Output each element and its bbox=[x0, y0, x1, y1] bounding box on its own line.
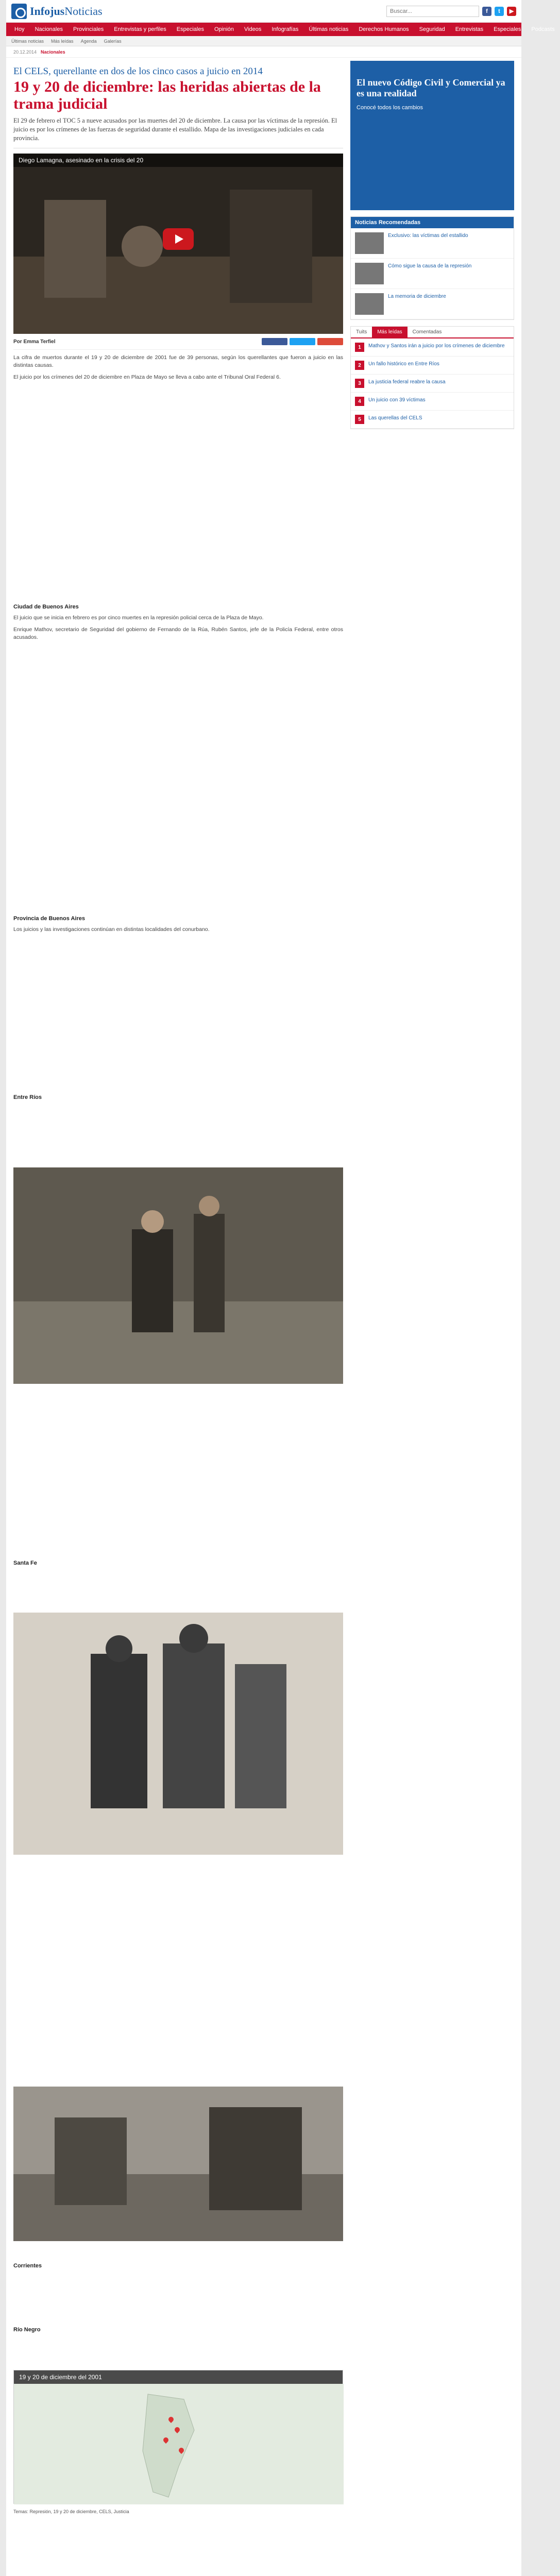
most-read-text: Un juicio con 39 víctimas bbox=[368, 397, 426, 403]
search-input[interactable] bbox=[386, 6, 479, 17]
site-logo[interactable] bbox=[11, 4, 103, 19]
section-heading: Entre Ríos bbox=[13, 1094, 42, 1100]
article-photo bbox=[13, 2087, 343, 2241]
twitter-icon[interactable]: t bbox=[495, 7, 504, 16]
nav-item[interactable]: Derechos Humanos bbox=[359, 26, 409, 32]
sidebar-tab[interactable]: Tuits bbox=[356, 329, 367, 335]
most-read-text: La justicia federal reabre la causa bbox=[368, 379, 446, 385]
article-meta bbox=[6, 46, 521, 58]
body-text-block bbox=[13, 381, 343, 598]
youtube-icon[interactable]: ▶ bbox=[507, 7, 516, 16]
recommended-text: Cómo sigue la causa de la represión bbox=[388, 263, 472, 269]
nav-item[interactable]: Últimas noticias bbox=[309, 26, 349, 32]
logo-main: Infojus bbox=[30, 4, 65, 18]
map-canvas bbox=[14, 2384, 344, 2504]
photo-street bbox=[13, 2087, 343, 2241]
photo-crowd bbox=[13, 1167, 343, 1384]
rank-number: 2 bbox=[355, 361, 364, 370]
most-read-text: Las querellas del CELS bbox=[368, 415, 422, 421]
section-heading: Provincia de Buenos Aires bbox=[13, 916, 85, 922]
social-tabs-box bbox=[350, 326, 514, 429]
paragraph: El juicio por los crímenes del 20 de diciembre en Plaza de Mayo se lleva a cabo ante el Tribunal Oral Federal 6. bbox=[13, 374, 281, 380]
sidebar-tab[interactable]: Comentadas bbox=[412, 329, 442, 335]
article-body bbox=[13, 354, 343, 2364]
article-date: 20.12.2014 bbox=[13, 49, 37, 55]
codigo-civil-ad[interactable] bbox=[350, 61, 514, 210]
video-title: Diego Lamagna, asesinado en la crisis del 20 bbox=[13, 154, 343, 167]
recommended-text: La memoria de diciembre bbox=[388, 294, 446, 299]
nav-item[interactable]: Videos bbox=[244, 26, 262, 32]
rank-number: 3 bbox=[355, 379, 364, 388]
sub-nav bbox=[6, 36, 521, 46]
body-text-block bbox=[13, 641, 343, 909]
share-facebook-button[interactable] bbox=[262, 338, 287, 345]
article-title: 19 y 20 de diciembre: las heridas abiertas de la trama judicial bbox=[13, 78, 321, 112]
ad-title: El nuevo Código Civil y Comercial ya es una realidad bbox=[357, 77, 505, 98]
subnav-item[interactable]: Galerías bbox=[104, 38, 122, 44]
nav-item[interactable]: Nacionales bbox=[35, 26, 63, 32]
most-read-item[interactable] bbox=[351, 393, 514, 411]
map-title: 19 y 20 de diciembre del 2001 bbox=[14, 2370, 343, 2384]
main-column bbox=[13, 61, 343, 2514]
nav-item[interactable]: Entrevistas bbox=[455, 26, 484, 32]
body-text-block bbox=[13, 2269, 343, 2320]
subnav-item[interactable]: Últimas noticias bbox=[11, 38, 44, 44]
most-read-text: Mathov y Santos irán a juicio por los crímenes de diciembre bbox=[368, 343, 505, 349]
rank-number: 1 bbox=[355, 343, 364, 352]
article-lead: El 29 de febrero el TOC 5 a nueve acusados por las muertes del 20 de diciembre. La causa por las víctimas de la represión. El juicio es por los crímenes de las fuerzas de seguridad durante el estallido. Mapa de las investigaciones judiciales en cada provincia. bbox=[13, 116, 343, 148]
most-read-item[interactable] bbox=[351, 411, 514, 429]
paragraph: La cifra de muertos durante el 19 y 20 de diciembre de 2001 fue de 39 personas, según los querellantes que fueron a juicio en las distintas causas. bbox=[13, 354, 343, 368]
facebook-icon[interactable]: f bbox=[482, 7, 491, 16]
share-buttons bbox=[262, 338, 343, 345]
body-text-block bbox=[13, 1100, 343, 1162]
section-heading: Santa Fe bbox=[13, 1560, 37, 1566]
share-google-button[interactable] bbox=[317, 338, 343, 345]
section-heading: Río Negro bbox=[13, 2327, 41, 2333]
search-area bbox=[386, 6, 516, 17]
most-read-item[interactable] bbox=[351, 338, 514, 357]
recommended-title: Noticias Recomendadas bbox=[351, 217, 514, 228]
sidebar bbox=[350, 61, 514, 435]
victims-map[interactable] bbox=[13, 2370, 343, 2504]
nav-item[interactable]: Especiales bbox=[494, 26, 521, 32]
news-page bbox=[6, 0, 555, 2576]
article-kicker: El CELS, querellante en dos de los cinco casos a juicio en 2014 bbox=[13, 66, 263, 77]
most-read-item[interactable] bbox=[351, 375, 514, 393]
body-text-block bbox=[13, 934, 343, 1088]
recommended-thumb bbox=[355, 232, 384, 254]
logo-mark-icon bbox=[11, 4, 27, 19]
logo-sub: Noticias bbox=[64, 4, 103, 18]
body-text-block bbox=[13, 2241, 343, 2257]
nav-item[interactable]: Especiales bbox=[176, 26, 204, 32]
nav-item[interactable]: Podcasts bbox=[531, 26, 555, 32]
section-heading: Ciudad de Buenos Aires bbox=[13, 604, 79, 610]
section-heading: Corrientes bbox=[13, 2263, 42, 2269]
subnav-item[interactable]: Más leídas bbox=[51, 38, 74, 44]
article-tags: Temas: Represión, 19 y 20 de diciembre, CELS, Justicia bbox=[13, 2509, 129, 2514]
body-text-block bbox=[13, 1566, 343, 1607]
article-section[interactable]: Nacionales bbox=[41, 49, 65, 55]
article-photo bbox=[13, 1167, 343, 1384]
share-twitter-button[interactable] bbox=[290, 338, 315, 345]
subnav-item[interactable]: Agenda bbox=[80, 38, 97, 44]
main-nav bbox=[6, 23, 555, 36]
rank-number: 5 bbox=[355, 415, 364, 424]
nav-item[interactable]: Provinciales bbox=[73, 26, 104, 32]
body-text-block bbox=[13, 2333, 343, 2364]
paragraph: El juicio que se inicia en febrero es por cinco muertes en la represión policial cerca de la Plaza de Mayo. bbox=[13, 615, 264, 621]
photo-police bbox=[13, 1613, 343, 1855]
nav-item[interactable]: Seguridad bbox=[419, 26, 445, 32]
article-photo bbox=[13, 1613, 343, 1855]
recommended-item[interactable] bbox=[351, 259, 514, 289]
nav-item[interactable]: Hoy bbox=[14, 26, 25, 32]
ad-subtitle: Conocé todos los cambios bbox=[357, 105, 423, 111]
author-bar bbox=[13, 334, 343, 350]
recommended-text: Exclusivo: las víctimas del estallido bbox=[388, 233, 468, 239]
play-icon[interactable] bbox=[163, 228, 194, 250]
paragraph: Los juicios y las investigaciones continúan en distintas localidades del conurbano. bbox=[13, 926, 210, 933]
sidebar-tab[interactable]: Más leídas bbox=[372, 327, 407, 337]
nav-item[interactable]: Infografías bbox=[271, 26, 299, 32]
body-text-block bbox=[13, 1384, 343, 1554]
paragraph: Enrique Mathov, secretario de Seguridad del gobierno de Fernando de la Rúa, Rubén Santos, jefe de la Policía Federal, entre otros acusados. bbox=[13, 626, 343, 640]
recommended-item[interactable] bbox=[351, 228, 514, 259]
author-name: Por Emma Terfiel bbox=[13, 338, 56, 345]
recommended-thumb bbox=[355, 293, 384, 315]
most-read-item[interactable] bbox=[351, 357, 514, 375]
top-bar bbox=[6, 0, 521, 23]
sidebar-tabs bbox=[351, 327, 514, 338]
nav-item[interactable]: Entrevistas y perfiles bbox=[114, 26, 166, 32]
recommended-item[interactable] bbox=[351, 289, 514, 319]
recommended-thumb bbox=[355, 263, 384, 284]
video-player[interactable] bbox=[13, 154, 343, 334]
most-read-text: Un fallo histórico en Entre Ríos bbox=[368, 361, 439, 367]
rank-number: 4 bbox=[355, 397, 364, 406]
body-text-block bbox=[13, 1855, 343, 2081]
nav-item[interactable]: Opinión bbox=[214, 26, 234, 32]
recommended-box bbox=[350, 216, 514, 320]
